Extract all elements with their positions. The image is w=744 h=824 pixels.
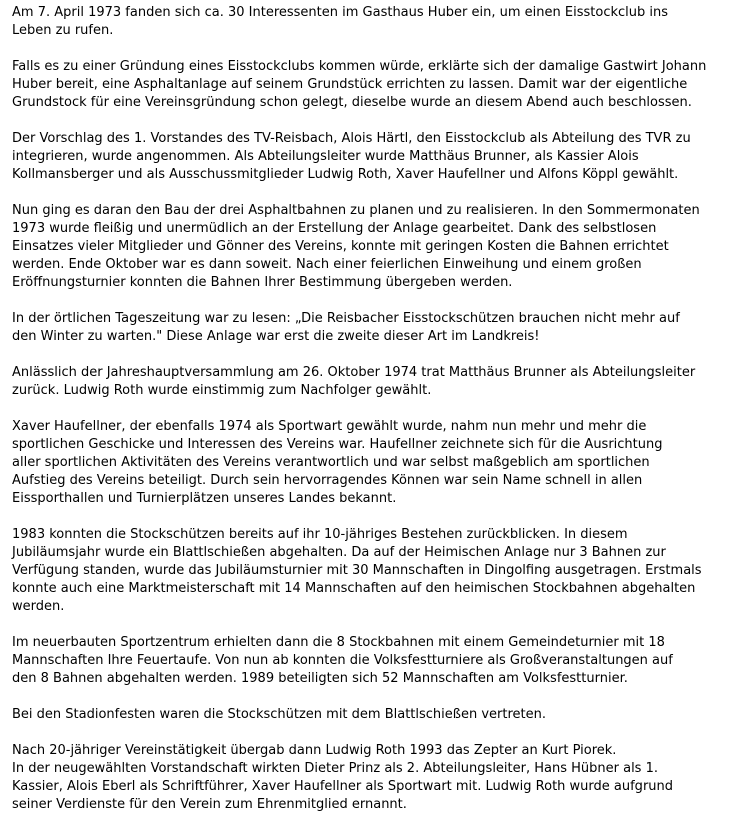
- paragraph-sportzentrum: Im neuerbauten Sportzentrum erhielten dann die 8 Stockbahnen mit einem Gemeindeturnier mit 18 Mannschaften Ihre Feuertaufe. Von nun ab konnten die Volksfestturniere als Großveranstaltungen auf den 8 Bahnen abgehalten werden. 1989 beteiligten sich 52 Mannschaften am Volksfestturnier.: [12, 635, 673, 686]
- paragraph-anniversary-1983: 1983 konnten die Stockschützen bereits auf ihr 10-jähriges Bestehen zurückblicken. In diesem Jubiläumsjahr wurde ein Blattlschießen abgehalten. Da auf der Heimischen Anlage nur 3 Bahnen zur Verfügung standen, wurde das Jubiläumsturnier mit 30 Mannschaften in Dingolfing ausgetragen. Erstmals konnte auch eine Marktmeisterschaft mit 14 Mannschaften auf den heimischen Stockbahnen abgehalten werden.: [12, 527, 702, 614]
- paragraph-stadionfeste: Bei den Stadionfesten waren die Stockschützen mit dem Blattlschießen vertreten.: [12, 707, 546, 722]
- paragraph-newspaper-quote: In der örtlichen Tageszeitung war zu lesen: „Die Reisbacher Eisstockschützen brauchen nicht mehr auf den Winter zu warten." Diese Anlage war erst die zweite dieser Art im Landkreis!: [12, 311, 680, 344]
- paragraph-asphalt-offer: Falls es zu einer Gründung eines Eisstockclubs kommen würde, erklärte sich der damalige Gastwirt Johann Huber bereit, eine Asphaltanlage auf seinem Grundstück errichten zu lassen. Damit war der eigentliche Grundstock für eine Vereinsgründung schon gelegt, dieselbe wurde an diesem Abend auch beschlossen.: [12, 59, 707, 110]
- paragraph-founding: Am 7. April 1973 fanden sich ca. 30 Interessenten im Gasthaus Huber ein, um einen Eisstockclub ins Leben zu rufen.: [12, 5, 669, 38]
- paragraph-board-election: Der Vorschlag des 1. Vorstandes des TV-Reisbach, Alois Härtl, den Eisstockclub als Abteilung des TVR zu integrieren, wurde angenommen. Als Abteilungsleiter wurde Matthäus Brunner, als Kassier Alois Kollmansberger und als Ausschussmitglieder Ludwig Roth, Xaver Haufellner und Alfons Köppl gewählt.: [12, 131, 691, 182]
- paragraph-sportwart: Xaver Haufellner, der ebenfalls 1974 als Sportwart gewählt wurde, nahm nun mehr und mehr die sportlichen Geschicke und Interessen des Vereins war. Haufellner zeichnete sich für die Ausrichtung aller sportlichen Aktivitäten des Vereins verantwortlich und war selbst maßgeblich am sportlichen Aufstieg des Vereins beteiligt. Durch sein hervorragendes Können war sein Name schnell in allen Eissporthallen und Turnierplätzen unseres Landes bekannt.: [12, 419, 663, 506]
- paragraph-handover-1993: Nach 20-jähriger Vereinstätigkeit übergab dann Ludwig Roth 1993 das Zepter an Kurt Piorek. In der neugewählten Vorstandschaft wirkten Dieter Prinz als 2. Abteilungsleiter, Hans Hübner als 1. Kassier, Alois Eberl als Schriftführer, Xaver Haufellner als Sportwart mit. Ludwig Roth wurde aufgrund seiner Verdienste für den Verein zum Ehrenmitglied ernannt.: [12, 743, 674, 812]
- paragraph-construction: Nun ging es daran den Bau der drei Asphaltbahnen zu planen und zu realisieren. In den Sommermonaten 1973 wurde fleißig und unermüdlich an der Erstellung der Anlage gearbeitet. Dank des selbstlosen Einsatzes vieler Mitglieder und Gönner des Vereins, konnte mit geringen Kosten die Bahnen errichtet werden. Ende Oktober war es dann soweit. Nach einer feierlichen Einweihung und einem großen Eröffnungsturnier konnten die Bahnen Ihrer Bestimmung übergeben werden.: [12, 203, 700, 290]
- paragraph-annual-meeting-1974: Anlässlich der Jahreshauptversammlung am 26. Oktober 1974 trat Matthäus Brunner als Abteilungsleiter zurück. Ludwig Roth wurde einstimmig zum Nachfolger gewählt.: [12, 365, 696, 398]
